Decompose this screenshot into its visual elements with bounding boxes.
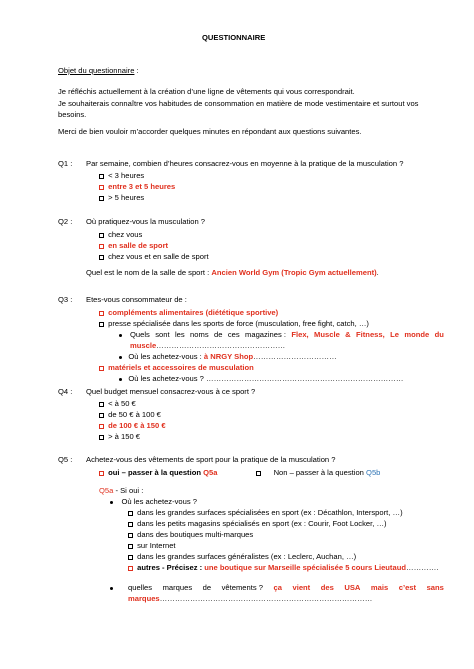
q3-option-3[interactable] [99, 363, 254, 373]
q5a-label: - Si oui : [113, 486, 144, 495]
q3-where-label: Où les achetez-vous : [128, 352, 202, 361]
q3-where-line [119, 352, 337, 362]
q3-mag-word: noms [190, 330, 209, 339]
bullet-icon [119, 378, 122, 381]
q1-option-1[interactable] [99, 171, 144, 181]
q2-option-3-label: chez vous et en salle de sport [108, 252, 209, 261]
q4-option-4[interactable] [99, 432, 140, 442]
q4-option-3-label: de 100 € à 150 € [108, 421, 166, 430]
q3-mag-answer-word: du [434, 330, 444, 339]
q5a-heading [99, 486, 143, 496]
q3-where2-label: Où les achetez-vous ? [128, 374, 207, 383]
checked-box-icon[interactable] [99, 185, 104, 190]
q3-option-2[interactable] [99, 319, 369, 329]
q3-option-1-label: compléments alimentaires (diététique sportive) [108, 308, 279, 317]
intro-paragraph-2a: Je souhaiterais connaître vos habitudes de consommation en matière de mode vestimentaire et surtout vos [58, 99, 419, 108]
q5a-option-6-label: autres - Précisez : [137, 563, 203, 572]
q4-question: Quel budget mensuel consacrez-vous à ce sport ? [86, 387, 256, 396]
q5-brands-bullet [110, 583, 113, 593]
q5-brands-dots: ………………………………………………………………………… [159, 594, 373, 603]
q5a-option-6[interactable] [128, 563, 438, 573]
q3-number: Q3 : [58, 295, 73, 304]
q5-no-ref: Q5b [366, 468, 381, 477]
checkbox-icon[interactable] [128, 511, 133, 516]
q3-option-2-label: presse spécialisée dans les sports de force (musculation, free fight, catch, …) [108, 319, 369, 328]
q3-where-dots: …………………………… [253, 352, 337, 361]
checked-box-icon[interactable] [99, 471, 104, 476]
q1-option-2[interactable] [99, 182, 175, 192]
q4-option-2[interactable] [99, 410, 161, 420]
q5-no-option[interactable] [256, 468, 380, 478]
q5a-option-4[interactable] [128, 541, 176, 551]
q4-option-3[interactable] [99, 421, 166, 431]
q3-mag-word: les [174, 330, 185, 339]
checkbox-icon[interactable] [99, 322, 104, 327]
q3-mag-answer-word: monde [404, 330, 430, 339]
bullet-icon [119, 356, 122, 359]
intro-paragraph-2b: besoins. [58, 110, 87, 119]
q5-brands-answer-word: c’est [398, 583, 417, 592]
checkbox-icon[interactable] [128, 533, 133, 538]
q5a-option-3-label: dans des boutiques multi-marques [137, 530, 254, 539]
checkbox-icon[interactable] [128, 522, 133, 527]
bullet-icon [110, 587, 113, 590]
q3-mag-answer-word: Le [390, 330, 399, 339]
bullet-icon [119, 334, 122, 337]
q5-brands-word: quelles [128, 583, 153, 592]
checkbox-icon[interactable] [99, 413, 104, 418]
q2-option-2[interactable] [99, 241, 168, 251]
q3-where-answer: à NRGY Shop [203, 352, 254, 361]
q5-question: Achetez-vous des vêtements de sport pour la pratique de la musculation ? [86, 455, 336, 464]
q3-mag-answer-word: Muscle [314, 330, 340, 339]
q3-magazines-bullet [119, 330, 122, 340]
q5a-option-5-label: dans les grandes surfaces généralistes (ex : Leclerc, Auchan, …) [137, 552, 357, 561]
q5-number: Q5 : [58, 455, 73, 464]
q2-option-1[interactable] [99, 230, 142, 240]
q4-option-2-label: de 50 € à 100 € [108, 410, 161, 419]
q5a-where-line [110, 497, 197, 507]
q5a-option-2-label: dans les petits magasins spécialisés en sport (ex : Courir, Foot Locker, …) [137, 519, 387, 528]
checkbox-icon[interactable] [99, 255, 104, 260]
q4-option-1[interactable] [99, 399, 136, 409]
q3-mag-word: sont [155, 330, 170, 339]
q4-option-4-label: > à 150 € [108, 432, 141, 441]
checkbox-icon[interactable] [256, 471, 261, 476]
q5-brands-answer-word: vient [292, 583, 311, 592]
q2-option-3[interactable] [99, 252, 209, 262]
q5a-option-4-label: sur Internet [137, 541, 176, 550]
q5a-option-1-label: dans les grandes surfaces spécialisées en sport (ex : Décathlon, Intersport, …) [137, 508, 403, 517]
q3-mag-dots: …………………………………………… [156, 341, 286, 350]
q3-mag-answer-word: & [345, 330, 351, 339]
q2-option-2-label: en salle de sport [108, 241, 169, 250]
q5a-ref: Q5a [99, 486, 114, 495]
checked-box-icon[interactable] [99, 244, 104, 249]
q1-option-2-label: entre 3 et 5 heures [108, 182, 176, 191]
q5-yes-ref: Q5a [203, 468, 218, 477]
q5-brands-answer-word: USA [344, 583, 361, 592]
q5a-option-3[interactable] [128, 530, 253, 540]
checkbox-icon[interactable] [99, 196, 104, 201]
q1-option-1-label: < 3 heures [108, 171, 145, 180]
q3-mag-answer-word: Fitness, [356, 330, 385, 339]
q4-option-1-label: < à 50 € [108, 399, 136, 408]
q2-gym-label: Quel est le nom de la salle de sport : [86, 268, 210, 277]
checkbox-icon[interactable] [128, 555, 133, 560]
q5-brands-word: vêtements ? [221, 583, 263, 592]
q5-brands-answer-end: marques [128, 594, 160, 603]
bullet-icon [110, 501, 113, 504]
intro-paragraph-3: Merci de bien vouloir m’accorder quelques minutes en répondant aux questions suivantes. [58, 127, 362, 136]
q2-number: Q2 : [58, 217, 73, 226]
q5-yes-option[interactable] [99, 468, 217, 478]
q3-mag-answer-word: Flex, [291, 330, 309, 339]
q3-mag-word: Quels [130, 330, 150, 339]
q3-mag-answer-end: muscle [130, 341, 157, 350]
q2-option-1-label: chez vous [108, 230, 143, 239]
q5a-option-6-answer: une boutique sur Marseille spécialisée 5 cours Lieutaud [204, 563, 406, 572]
checkbox-icon[interactable] [99, 435, 104, 440]
q3-mag-word: magazines : [245, 330, 286, 339]
q5-no-label: Non – passer à la question [273, 468, 364, 477]
q3-magazines-line [130, 330, 444, 340]
q3-where2-dots: …………………………………………………………………… [206, 374, 404, 383]
q1-option-3-label: > 5 heures [108, 193, 145, 202]
subject-heading [58, 66, 139, 76]
q5-brands-word: de [202, 583, 212, 592]
q5a-option-2[interactable] [128, 519, 387, 529]
checkbox-icon[interactable] [99, 233, 104, 238]
checked-box-icon[interactable] [99, 424, 104, 429]
q1-number: Q1 : [58, 159, 73, 168]
q5a-where-question: Où les achetez-vous ? [121, 497, 198, 506]
q5a-option-6-dots: …………. [405, 563, 439, 572]
checkbox-icon[interactable] [99, 174, 104, 179]
q4-number: Q4 : [58, 387, 73, 396]
q1-question: Par semaine, combien d’heures consacrez-vous en moyenne à la pratique de la musculation ? [86, 159, 404, 168]
q5a-option-5[interactable] [128, 552, 356, 562]
q5a-option-1[interactable] [128, 508, 403, 518]
checkbox-icon[interactable] [128, 544, 133, 549]
q3-mag-word: de [214, 330, 223, 339]
intro-paragraph-1: Je réfléchis actuellement à la création d’une ligne de vêtements qui vous correspondrait. [58, 87, 355, 96]
q3-mag-word: ces [227, 330, 240, 339]
q3-magazines-line-2 [130, 341, 285, 351]
checked-box-icon[interactable] [99, 366, 104, 371]
checked-box-icon[interactable] [128, 566, 133, 571]
checkbox-icon[interactable] [99, 402, 104, 407]
q2-gym-end: . [376, 268, 379, 277]
q2-gym-line [86, 268, 379, 278]
q5-brands-answer-word: ça [273, 583, 282, 592]
q3-option-1[interactable] [99, 308, 278, 318]
q1-option-3[interactable] [99, 193, 144, 203]
q5-brands-answer-word: des [320, 583, 334, 592]
q5-brands-line [128, 583, 444, 593]
q5-yes-label: oui – passer à la question [108, 468, 201, 477]
q5-brands-word: marques [162, 583, 193, 592]
q5-brands-answer-word: sans [426, 583, 444, 592]
q3-where2-line [119, 374, 403, 384]
page-title: QUESTIONNAIRE [202, 33, 266, 42]
q5-brands-answer-word: mais [370, 583, 389, 592]
q3-question: Etes-vous consommateur de : [86, 295, 187, 304]
checked-box-icon[interactable] [99, 311, 104, 316]
subject-colon: : [134, 66, 139, 75]
q2-gym-answer: Ancien World Gym (Tropic Gym actuellement) [211, 268, 377, 277]
q2-question: Où pratiquez-vous la musculation ? [86, 217, 206, 226]
subject-label: Objet du questionnaire [58, 66, 135, 75]
q5-brands-line-2 [128, 594, 372, 604]
q3-option-3-label: matériels et accessoires de musculation [108, 363, 254, 372]
